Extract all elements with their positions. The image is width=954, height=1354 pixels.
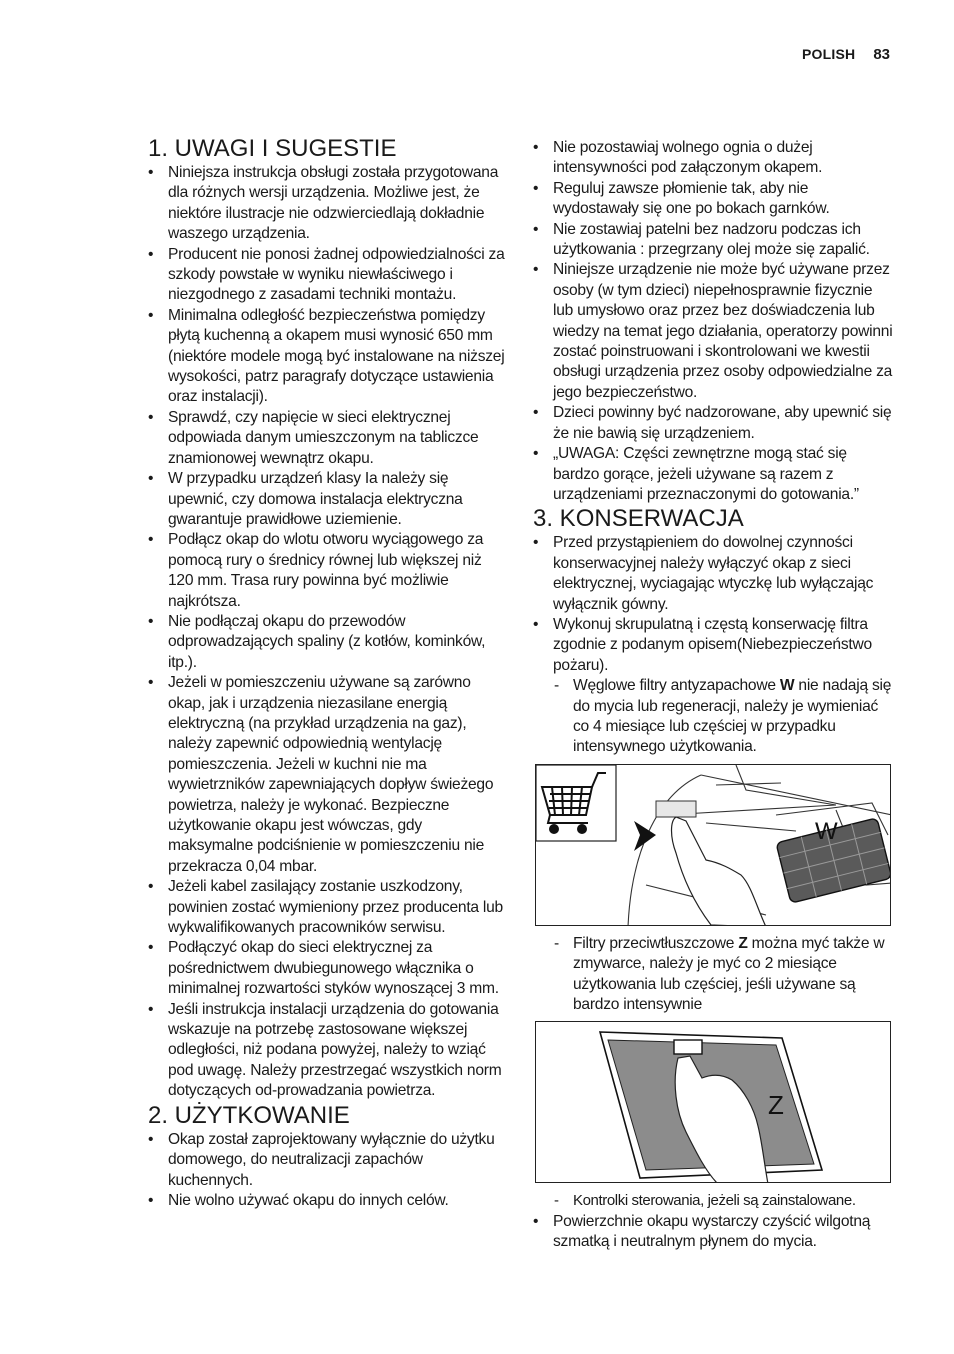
list-item: • Jeśli instrukcja instalacji urządzenia do gotowania wskazuje na potrzebę zastosowane większej odległości, niż podana powyżej, należy to wziąć pod uwagę. Należy przestrzegać wszystkich norm dotyczących od-prowadzania powietrza. [148,1000,510,1102]
charcoal-filter-illustration [536,765,891,926]
section3-title: 3. KONSERWACJA [533,505,744,533]
list-item: • Reguluj zawsze płomienie tak, aby nie wydostawały się one po bokach garnków. [533,179,895,220]
language-label: POLISH [801,46,856,62]
charcoal-text-post: nie nadają się do mycia lub regeneracji, należy je wymieniać co 4 miesiące lub częściej w przypadku intensywnego użytkowania. [573,677,892,756]
list-item: • Powierzchnie okapu wystarczy czyścić wilgotną szmatką i neutralnym płynem do mycia. [533,1212,895,1253]
list-item: • Nie zostawiaj patelni bez nadzoru podczas ich użytkowania : przegrzany olej może się zapalić. [533,220,895,261]
warnings-list [533,138,895,505]
controls-item: - Kontrolki sterowania, jeżeli są zainstalowane. [533,1191,895,1211]
grease-filter-illustration [536,1022,891,1183]
list-item: • Przed przystąpieniem do dowolnej czynności konserwacyjnej należy wyłączyć okap z sieci elektrycznej, wyciagając wtyczkę lub wyłączając wyłącznik gówny. [533,533,895,615]
section2-title: 2. UŻYTKOWANIE [148,1101,350,1129]
figure-label-z: Z [768,1090,784,1121]
grease-text-pre: Filtry przeciwtłuszczowe [573,934,739,952]
list-item: • Podłącz okap do wlotu otworu wyciągowego za pomocą rury o średnicy równej lub większej niż 120 mm. Trasa rury powinna być możliwie najkrótsza. [148,530,510,612]
list-item: • Minimalna odległość bezpieczeństwa pomiędzy płytą kuchenną a okapem musi wynosić 650 mm (niektóre modele mogą być instalowane na niższej wysokości, patrz paragrafy dotyczące ustawienia oraz instalacji). [148,306,510,408]
grease-filter-item [533,934,895,1016]
charcoal-text-pre: Węglowe filtry antyzapachowe [573,677,780,695]
hand-icon [672,817,767,926]
list-item: • Producent nie ponosi żadnej odpowiedzialności za szkody powstałe w wyniku niewłaściwego i niezgodnego z zasadami techniki montażu. [148,245,510,306]
list-item: • Podłączyć okap do sieci elektrycznej za pośrednictwem dwubiegunowego włącznika o minimalnej rozwartości styków wynoszącej 3 mm. [148,938,510,999]
list-item: • Jeżeli kabel zasilający zostanie uszkodzony, powinien zostać wymieniony przez producenta lub wykwalifikowanych pracowników serwisu. [148,877,510,938]
list-item: • Nie wolno używać okapu do innych celów. [148,1191,510,1211]
list-item: • Niniejsza instrukcja obsługi została przygotowana dla różnych wersji urządzenia. Możliwe jest, że niektóre ilustracje nie odzwierciedlają dokładnie waszego urządzenia. [148,163,510,245]
charcoal-code: W [779,677,795,695]
left-column [148,135,510,1211]
grease-text-post: można myć także w zmywarce, należy je myć co 2 miesiące użytkowania lub częściej, jeśli używane są bardzo intensywnie [573,934,885,1013]
list-item: • W przypadku urządzeń klasy Ia należy się upewnić, czy domowa instalacja elektryczna gwarantuje prawidłowe uziemienie. [148,469,510,530]
page-header [802,46,890,63]
section3-list-cont [533,934,895,1016]
section3-list [533,533,895,757]
charcoal-filter-figure [535,764,891,926]
section3-list-end [533,1191,895,1252]
charcoal-filter-item [533,676,895,758]
list-item: • Nie podłączaj okapu do przewodów odprowadzających spaliny (z kotłów, kominków, itp.). [148,612,510,673]
list-item: • Jeżeli w pomieszczeniu używane są zarówno okap, jak i urządzenia niezasilane energią elektryczną (na przykład urządzenia na gaz), należy zapewnić odpowiednią wentylację pomieszczenia. Jeżeli w kuchni nie ma wywietrzników zapewniających dopływ świeżego powietrza, należy je wykonać. Bezpieczne użytkowanie okapu jest wówczas, gdy maksymalne podciśnienie w pomieszczeniu nie przekracza 0,04 mbar. [148,673,510,877]
section1-list [148,163,510,1102]
list-item: • Nie pozostawiaj wolnego ognia o dużej intensywności pod załączonym okapem. [533,138,895,179]
list-item: • Sprawdź, czy napięcie w sieci elektrycznej odpowiada danym umieszczonym na tabliczce znamionowej wewnątrz okapu. [148,408,510,469]
list-item: • Wykonuj skrupulatną i częstą konserwację filtra zgodnie z podanym opisem(Niebezpieczeństwo pożaru). [533,615,895,676]
grease-code: Z [738,934,748,952]
section2-list [148,1130,510,1212]
section1-title: 1. UWAGI I SUGESTIE [148,135,397,162]
grease-filter-figure [535,1021,891,1183]
list-item: • Niniejsze urządzenie nie może być używane przez osoby (w tym dzieci) niepełnosprawnie fizycznie lub umysłowo oraz przez bez doświadczenia lub wiedzy na temat jego działania, operatorzy powinni zostać poinstruowani i skontrolowani we kwestii obsługi urządzenia przez osoby odpowiedzialne za jego bezpieczeństwo. [533,260,895,403]
list-item: • Dzieci powinny być nadzorowane, aby upewnić się że nie bawią się urządzeniem. [533,403,895,444]
arrow-icon [634,821,656,851]
right-column [533,138,895,1253]
list-item: • „UWAGA: Części zewnętrzne mogą stać się bardzo gorące, jeżeli używane są razem z urządzeniami przeznaczonymi do gotowania.” [533,444,895,505]
figure-label-w: W [815,817,838,845]
page-number: 83 [873,46,890,63]
list-item: • Okap został zaprojektowany wyłącznie do użytku domowego, do neutralizacji zapachów kuchennych. [148,1130,510,1191]
